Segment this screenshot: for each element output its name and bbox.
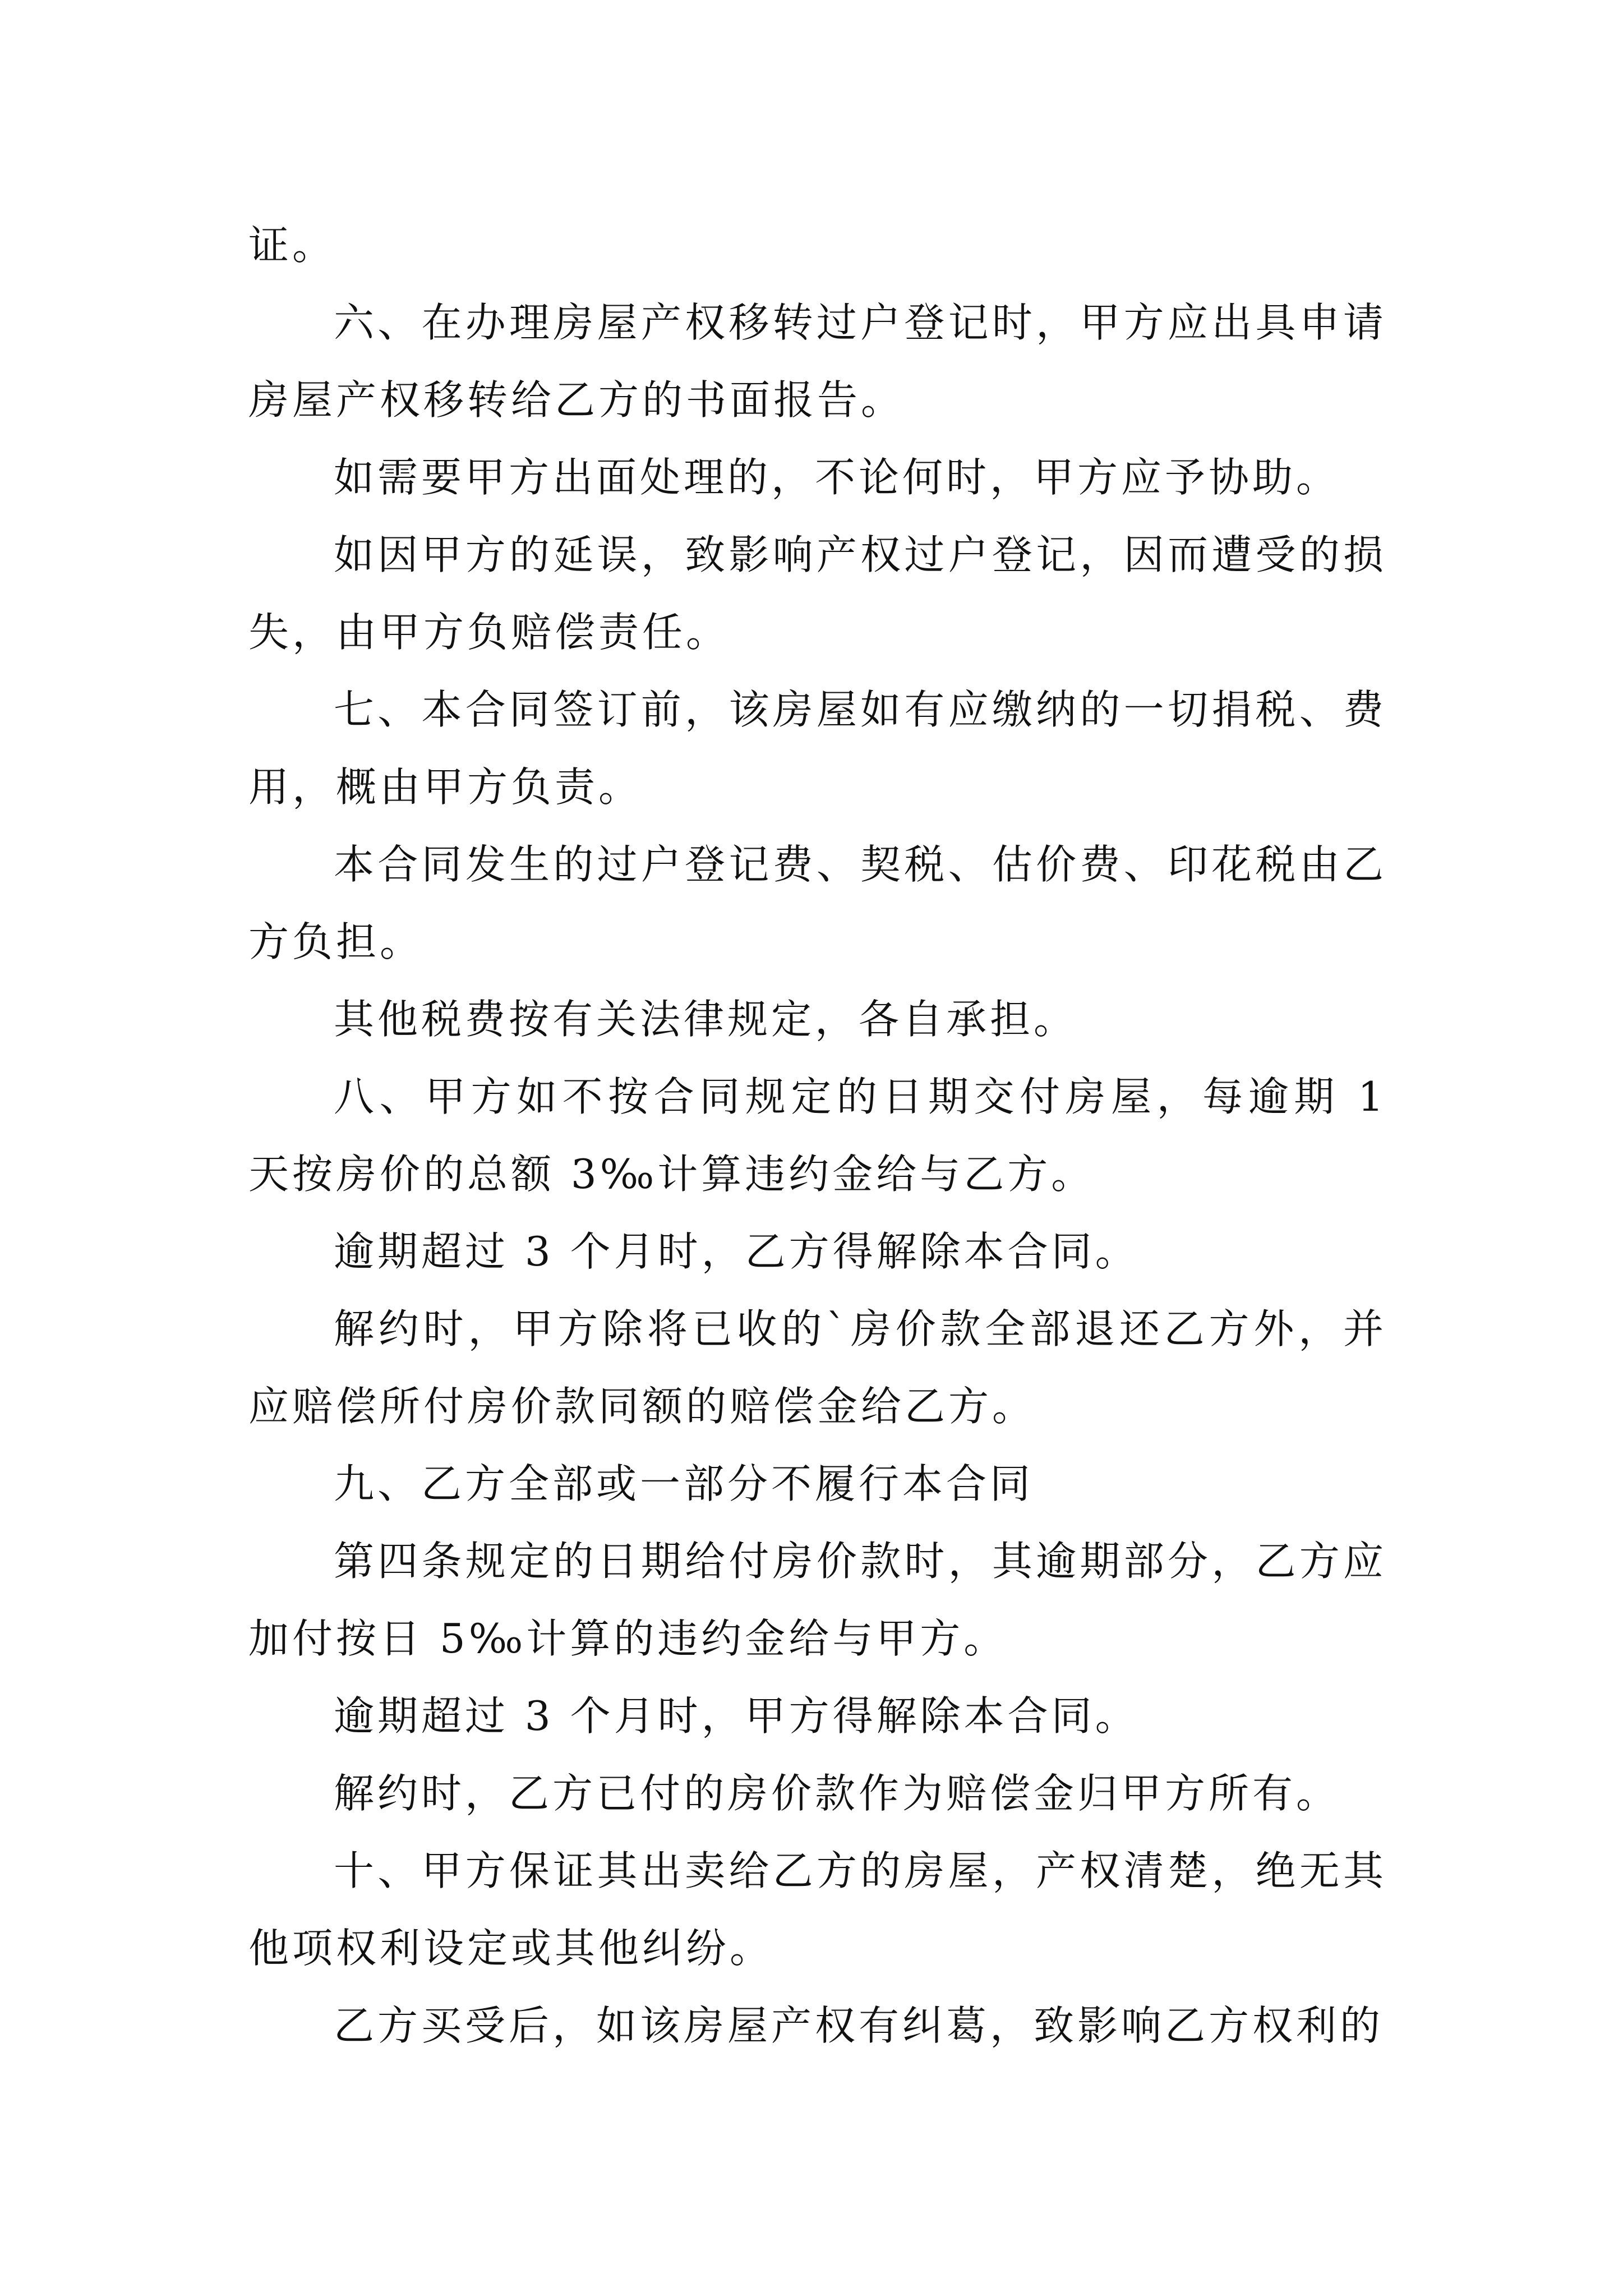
paragraph: 乙方买受后，如该房屋产权有纠葛，致影响乙方权利的 bbox=[334, 2002, 1384, 2049]
paragraph: 解约时，甲方除将已收的`房价款全部退还乙方外，并应赔偿所付房价款同额的赔偿金给乙方。 bbox=[248, 1305, 1387, 1430]
paragraph: 本合同发生的过户登记费、契税、估价费、印花税由乙方负担。 bbox=[248, 841, 1387, 965]
paragraph: 如因甲方的延误，致影响产权过户登记，因而遭受的损失，由甲方负赔偿责任。 bbox=[248, 531, 1387, 656]
contract-body bbox=[248, 206, 1387, 2064]
paragraph: 六、在办理房屋产权移转过户登记时，甲方应出具申请房屋产权移转给乙方的书面报告。 bbox=[248, 299, 1387, 424]
paragraph: 八、甲方如不按合同规定的日期交付房屋，每逾期 1 天按房价的总额 3‰计算违约金给与乙方。 bbox=[248, 1073, 1387, 1198]
paragraph: 证。 bbox=[248, 222, 336, 269]
paragraph: 如需要甲方出面处理的，不论何时，甲方应予协助。 bbox=[334, 454, 1340, 501]
paragraph: 逾期超过 3 个月时，甲方得解除本合同。 bbox=[334, 1692, 1139, 1740]
paragraph: 九、乙方全部或一部分不履行本合同 bbox=[334, 1460, 1034, 1507]
paragraph: 解约时，乙方已付的房价款作为赔偿金归甲方所有。 bbox=[334, 1770, 1340, 1817]
paragraph: 七、本合同签订前，该房屋如有应缴纳的一切捐税、费用，概由甲方负责。 bbox=[248, 686, 1387, 811]
paragraph: 逾期超过 3 个月时，乙方得解除本合同。 bbox=[334, 1228, 1139, 1275]
paragraph: 第四条规定的日期给付房价款时，其逾期部分，乙方应加付按日 5‰计算的违约金给与甲方。 bbox=[248, 1538, 1387, 1662]
paragraph: 其他税费按有关法律规定，各自承担。 bbox=[334, 996, 1078, 1043]
paragraph: 十、甲方保证其出卖给乙方的房屋，产权清楚，绝无其他项权利设定或其他纠纷。 bbox=[248, 1847, 1387, 1972]
